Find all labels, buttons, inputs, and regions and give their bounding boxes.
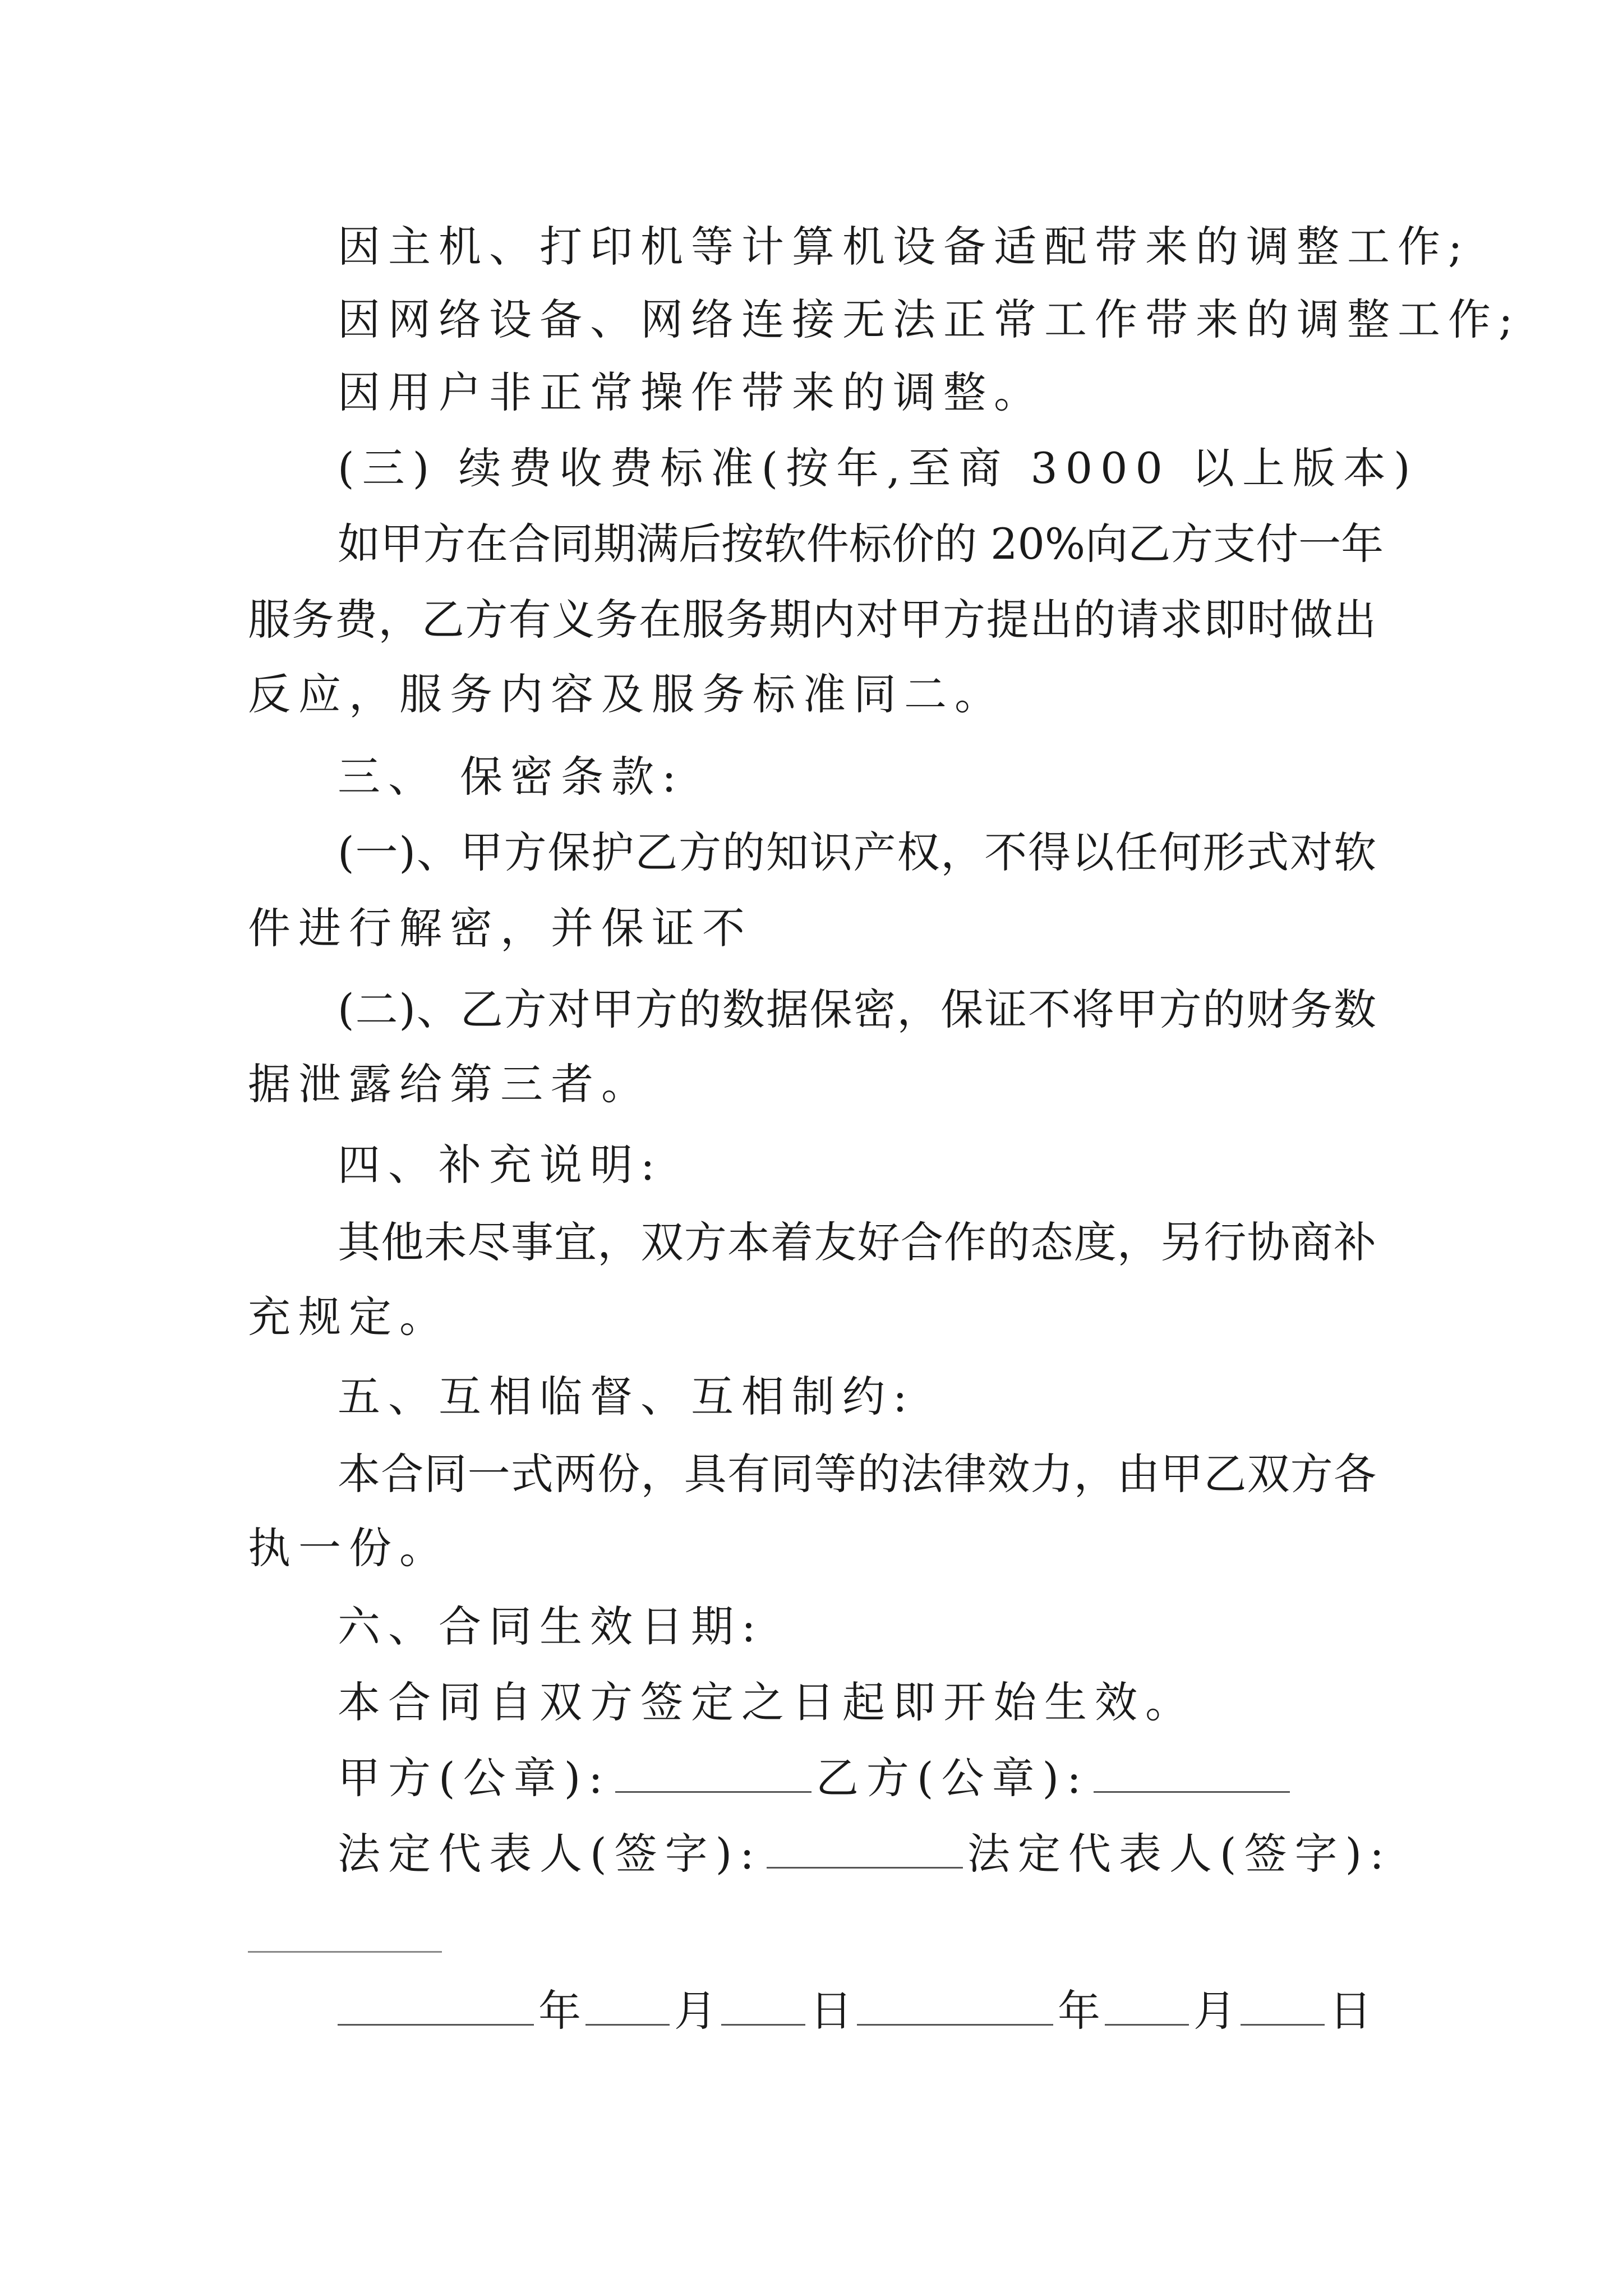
party-a-seal-label: 甲方(公章): [338, 1753, 611, 1803]
day-b-blank [1241, 1987, 1325, 2026]
month-a-blank [585, 1987, 670, 2026]
paragraph-line: 其他未尽事宜，双方本着友好合作的态度，另行协商补 [338, 1217, 1376, 1267]
paragraph-line: 件进行解密，并保证不 [248, 903, 753, 953]
day-b-label: 日 [1329, 1986, 1372, 2036]
section-heading: 三、 保密条款: [338, 752, 684, 802]
section-heading: (三) 续费收费标准(按年,至商 3000 以上版本) [338, 443, 1418, 493]
paragraph-line: 因网络设备、网络连接无法正常工作带来的调整工作; [338, 295, 1521, 344]
year-b-label: 年 [1058, 1986, 1100, 2036]
party-b-seal-blank [1094, 1754, 1290, 1793]
rep-a-label: 法定代表人(签字): [338, 1829, 762, 1879]
year-a-label: 年 [538, 1986, 581, 2036]
paragraph-line: (二)、乙方对甲方的数据保密，保证不将甲方的财务数 [338, 984, 1376, 1034]
date-line [338, 1983, 1372, 2039]
seal-line [338, 1750, 1294, 1806]
representative-line [338, 1826, 1392, 1882]
section-heading: 六、合同生效日期: [338, 1602, 764, 1651]
paragraph-line: 本合同自双方签定之日起即开始生效。 [338, 1677, 1196, 1727]
paragraph-line: 本合同一式两份，具有同等的法律效力，由甲乙双方各 [338, 1449, 1376, 1499]
day-a-blank [721, 1987, 805, 2026]
year-a-blank [338, 1987, 534, 2026]
paragraph-line: 如甲方在合同期满后按软件标价的 20%向乙方支付一年 [338, 519, 1384, 569]
year-b-blank [857, 1987, 1053, 2026]
paragraph-line: (一)、甲方保护乙方的知识产权，不得以任何形式对软 [338, 827, 1376, 877]
paragraph-line: 执一份。 [248, 1523, 450, 1573]
section-heading: 五、互相临督、互相制约: [338, 1372, 915, 1421]
month-b-label: 月 [1193, 1986, 1236, 2036]
paragraph-line: 充规定。 [248, 1292, 450, 1342]
paragraph-line: 反应，服务内容及服务标准同二。 [248, 669, 1005, 719]
paragraph-line: 服务费，乙方有义务在服务期内对甲方提出的请求即时做出 [248, 595, 1376, 645]
paragraph-line: 因用户非正常操作带来的调整。 [338, 367, 1044, 417]
day-a-label: 日 [810, 1986, 852, 2036]
rep-b-label: 法定代表人(签字): [967, 1829, 1392, 1879]
rep-b-signature-blank [248, 1951, 442, 1953]
section-heading: 四、补充说明: [338, 1140, 663, 1190]
party-a-seal-blank [615, 1754, 811, 1793]
rep-a-blank [767, 1830, 963, 1869]
month-b-blank [1105, 1987, 1189, 2026]
month-a-label: 月 [674, 1986, 717, 2036]
party-b-seal-label: 乙方(公章): [815, 1753, 1089, 1803]
paragraph-line: 据泄露给第三者。 [248, 1059, 652, 1109]
paragraph-line: 因主机、打印机等计算机设备适配带来的调整工作; [338, 222, 1470, 272]
